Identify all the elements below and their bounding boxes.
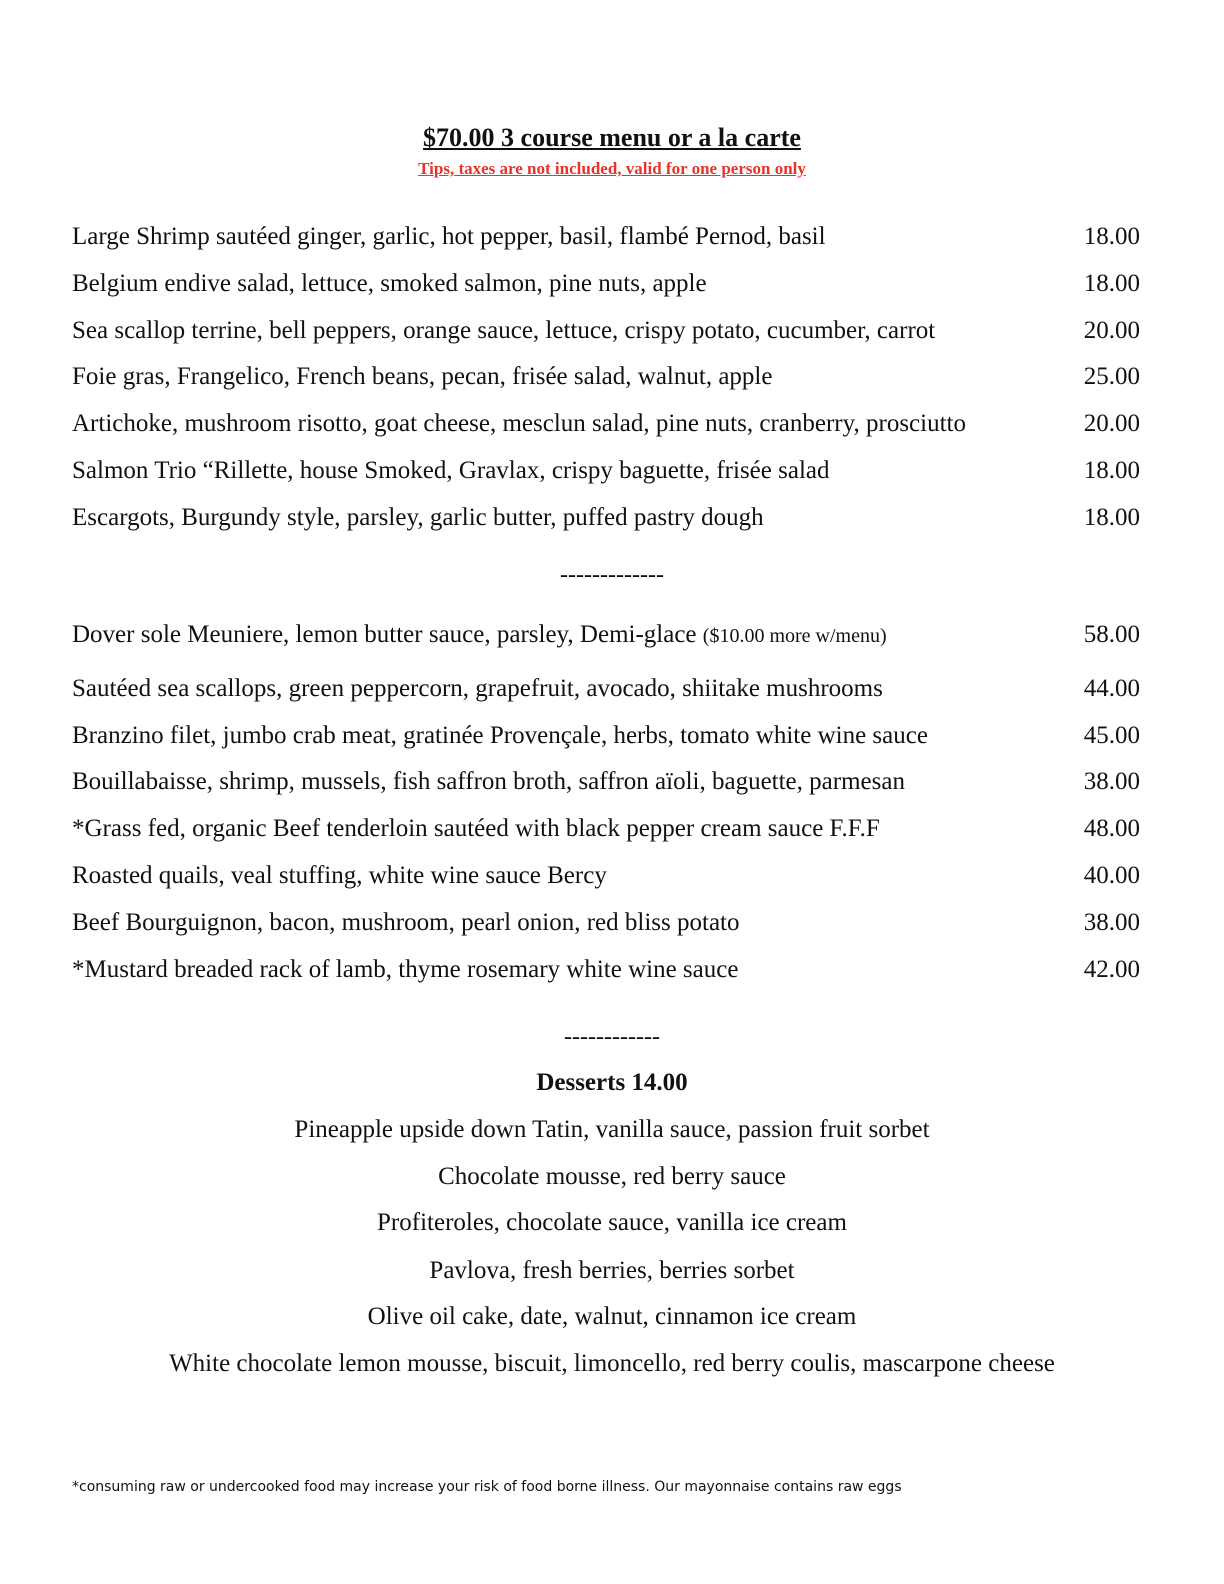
menu-title: $70.00 3 course menu or a la carte (423, 123, 801, 152)
starter-desc: Belgium endive salad, lettuce, smoked salmon, pine nuts, apple (72, 270, 707, 297)
dessert-item: White chocolate lemon mousse, biscuit, limoncello, red berry coulis, mascarpone cheese (169, 1350, 1055, 1377)
main-desc: Roasted quails, veal stuffing, white wine sauce Bercy (72, 862, 607, 889)
main-item (72, 954, 1140, 986)
starter-price: 25.00 (1083, 363, 1140, 390)
main-desc: Bouillabaisse, shrimp, mussels, fish saffron broth, saffron aïoli, baguette, parmesan (72, 768, 905, 795)
main-desc: Beef Bourguignon, bacon, mushroom, pearl onion, red bliss potato (72, 909, 740, 936)
starter-price: 18.00 (1083, 223, 1140, 250)
starter-desc: Escargots, Burgundy style, parsley, garlic butter, puffed pastry dough (72, 504, 764, 531)
main-item (72, 720, 1140, 752)
main-desc-text: Dover sole Meuniere, lemon butter sauce, parsley, Demi-glace (72, 621, 697, 648)
starter-item (72, 268, 1140, 300)
main-desc: Sautéed sea scallops, green peppercorn, grapefruit, avocado, shiitake mushrooms (72, 675, 883, 702)
dessert-item: Pineapple upside down Tatin, vanilla sauce, passion fruit sorbet (294, 1116, 930, 1143)
main-desc: *Grass fed, organic Beef tenderloin sautéed with black pepper cream sauce F.F.F (72, 815, 880, 842)
main-price: 42.00 (1083, 956, 1140, 983)
starter-price: 18.00 (1083, 270, 1140, 297)
starter-item (72, 408, 1140, 440)
section-divider: ------------- (560, 562, 664, 588)
starter-item (72, 361, 1140, 393)
dessert-item: Olive oil cake, date, walnut, cinnamon ice cream (367, 1303, 857, 1330)
starter-desc: Salmon Trio “Rillette, house Smoked, Gravlax, crispy baguette, frisée salad (72, 457, 830, 484)
main-desc: Branzino filet, jumbo crab meat, gratinée Provençale, herbs, tomato white wine sauce (72, 722, 928, 749)
section-divider: ------------ (564, 1024, 660, 1050)
main-desc: *Mustard breaded rack of lamb, thyme rosemary white wine sauce (72, 956, 739, 983)
starter-desc: Artichoke, mushroom risotto, goat cheese, mesclun salad, pine nuts, cranberry, prosciutto (72, 410, 966, 437)
main-price: 58.00 (1083, 621, 1140, 648)
starter-desc: Sea scallop terrine, bell peppers, orange sauce, lettuce, crispy potato, cucumber, carrot (72, 317, 936, 344)
main-item (72, 673, 1140, 705)
dessert-item: Chocolate mousse, red berry sauce (438, 1163, 786, 1190)
starter-desc: Foie gras, Frangelico, French beans, pecan, frisée salad, walnut, apple (72, 363, 773, 390)
main-item (72, 907, 1140, 939)
main-price: 45.00 (1083, 722, 1140, 749)
main-item (72, 813, 1140, 845)
starter-price: 18.00 (1083, 504, 1140, 531)
starter-item (72, 455, 1140, 487)
dessert-item: Profiteroles, chocolate sauce, vanilla ice cream (377, 1209, 847, 1236)
starter-price: 20.00 (1083, 317, 1140, 344)
starter-item (72, 221, 1140, 253)
main-price: 38.00 (1083, 768, 1140, 795)
main-item (72, 619, 1140, 651)
main-price: 44.00 (1083, 675, 1140, 702)
main-price: 40.00 (1083, 862, 1140, 889)
main-desc-note: ($10.00 more w/menu) (702, 625, 887, 647)
main-desc (72, 619, 887, 652)
main-item (72, 860, 1140, 892)
starter-item (72, 502, 1140, 534)
main-price: 48.00 (1083, 815, 1140, 842)
main-price: 38.00 (1083, 909, 1140, 936)
footnote: *consuming raw or undercooked food may increase your risk of food borne illness. Our mayonnaise contains raw eggs (72, 1479, 902, 1495)
starter-desc: Large Shrimp sautéed ginger, garlic, hot pepper, basil, flambé Pernod, basil (72, 223, 826, 250)
starter-price: 20.00 (1083, 410, 1140, 437)
dessert-item: Pavlova, fresh berries, berries sorbet (429, 1257, 795, 1284)
starter-price: 18.00 (1083, 457, 1140, 484)
menu-subtitle: Tips, taxes are not included, valid for one person only (418, 159, 806, 178)
desserts-heading: Desserts 14.00 (536, 1069, 688, 1096)
starter-item (72, 315, 1140, 347)
main-item (72, 766, 1140, 798)
